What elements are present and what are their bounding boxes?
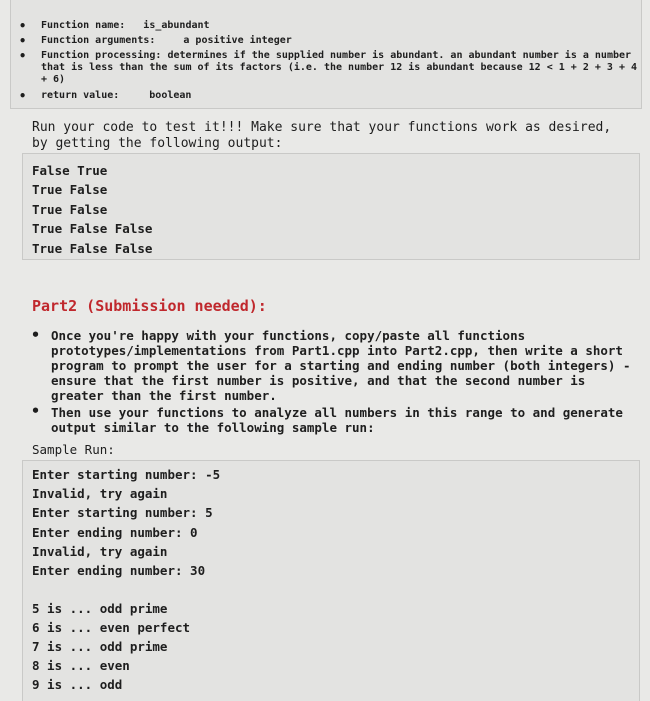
bullet-dot: • (31, 326, 41, 344)
spec-value: determines if the supplied number is abundant. an abundant number is a number that is less than the sum of its factors (i.e. the number 12 is abundant because 12 < 1 + 2 + 3 + 4 + 6) (41, 50, 638, 85)
expected-output-box (22, 153, 640, 260)
spec-key: Function name: (41, 20, 126, 31)
sample-line: 6 is ... even perfect (32, 620, 191, 635)
spec-key: return value: (41, 90, 120, 101)
spec-item (41, 20, 641, 32)
output-line: True False (32, 202, 108, 217)
sample-line: 9 is ... odd (32, 677, 123, 692)
sample-line: Invalid, try again (32, 486, 168, 501)
intro-text: Run your code to test it!!! Make sure that your functions work as desired, by getting the following output: (32, 120, 612, 151)
sample-line: 5 is ... odd prime (32, 601, 168, 616)
part2-bullet: Once you're happy with your functions, copy/paste all functions prototypes/implementations from Part1.cpp into Part2.cpp, then write a short program to prompt the user for a starting and ending number (both integers) - ensure that the first number is positive, and that the second number is greater than the first number. (51, 328, 631, 403)
spec-key: Function processing: (41, 50, 162, 61)
bullet-dot: • (31, 402, 41, 420)
part2-heading: Part2 (Submission needed): (32, 297, 267, 315)
sample-line: Enter ending number: 0 (32, 525, 198, 540)
spec-box (10, 0, 642, 109)
sample-run-label: Sample Run: (32, 442, 115, 457)
sample-line: Enter starting number: 5 (32, 505, 213, 520)
sample-line: 8 is ... even (32, 658, 130, 673)
spec-value: a positive integer (183, 35, 292, 46)
spec-item (41, 90, 641, 102)
sample-line: Enter ending number: 30 (32, 563, 206, 578)
output-line: True False False (32, 241, 153, 256)
sample-line: 7 is ... odd prime (32, 639, 168, 654)
spec-key: Function arguments: (41, 35, 156, 46)
sample-line: Invalid, try again (32, 544, 168, 559)
sample-line: Enter starting number: -5 (32, 467, 221, 482)
part2-bullet: Then use your functions to analyze all numbers in this range to and generate output similar to the following sample run: (51, 405, 623, 435)
spec-item (41, 35, 641, 47)
spec-value: boolean (149, 90, 192, 101)
sample-run-box (22, 460, 640, 701)
output-line: True False (32, 182, 108, 197)
output-line: False True (32, 163, 108, 178)
spec-item (41, 50, 641, 86)
spec-value: is_abundant (143, 20, 210, 31)
spec-list (41, 20, 641, 105)
output-line: True False False (32, 221, 153, 236)
